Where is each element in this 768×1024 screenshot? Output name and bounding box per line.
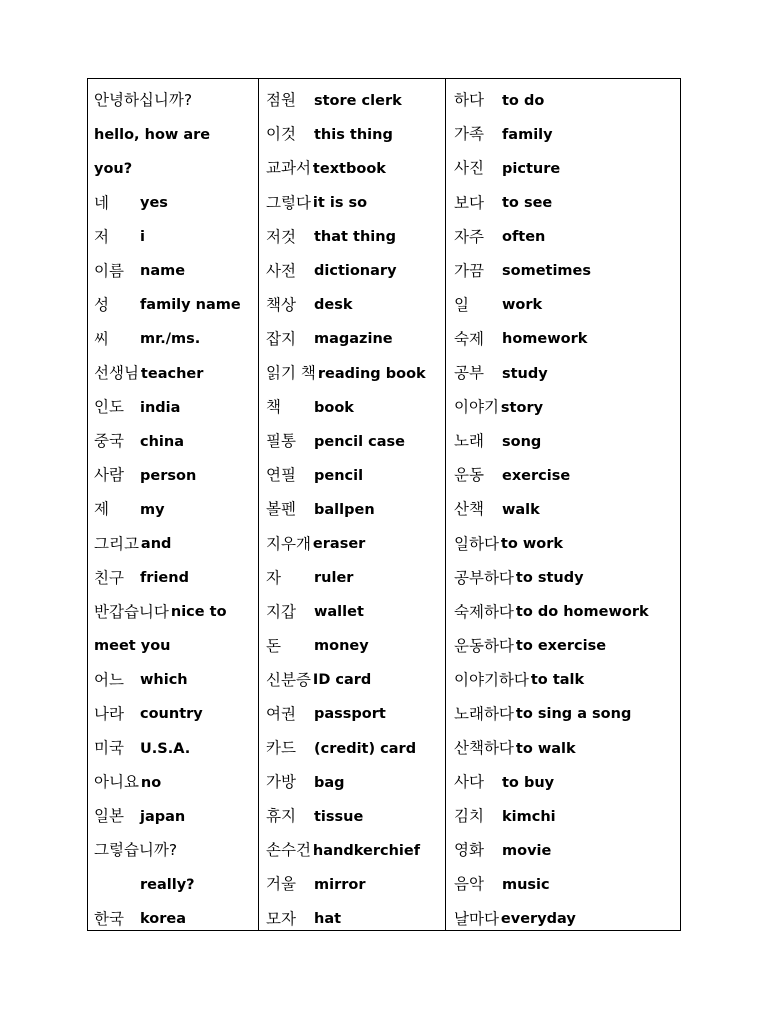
korean-word: 영화 [454, 841, 484, 860]
english-meaning: to work [500, 536, 564, 553]
english-meaning: desk [314, 297, 353, 314]
vocab-row [88, 152, 258, 186]
korean-word: 네 [94, 193, 109, 212]
vocab-row [88, 391, 258, 425]
vocab-row [88, 357, 258, 391]
korean-word: 카드 [266, 739, 296, 758]
english-meaning: tissue [314, 808, 364, 825]
vocab-row [88, 630, 258, 664]
vocab-row [446, 152, 680, 186]
english-meaning: yes [140, 195, 168, 212]
vocab-row [259, 118, 445, 152]
vocab-row [88, 425, 258, 459]
vocab-row [446, 220, 680, 254]
vocab-row [259, 425, 445, 459]
english-meaning: ruler [314, 570, 354, 587]
vocab-row [446, 186, 680, 220]
korean-word: 안녕하십니까? [94, 91, 193, 110]
english-meaning: japan [140, 808, 186, 825]
english-meaning: meet you [94, 638, 171, 655]
vocab-row [88, 118, 258, 152]
english-meaning: walk [502, 501, 540, 518]
english-meaning: i [140, 229, 145, 246]
vocab-row [259, 357, 445, 391]
english-meaning: bag [314, 774, 345, 791]
vocab-row [446, 698, 680, 732]
english-meaning: study [502, 365, 548, 382]
vocab-row [88, 459, 258, 493]
vocab-row [259, 800, 445, 834]
korean-word: 점원 [266, 91, 296, 110]
column-3 [446, 79, 680, 930]
korean-word: 이야기하다 [454, 670, 529, 689]
vocab-row [259, 220, 445, 254]
english-meaning: no [140, 774, 162, 791]
korean-word: 가방 [266, 773, 296, 792]
korean-word: 일하다 [454, 534, 499, 553]
vocab-row [446, 459, 680, 493]
vocab-row [259, 323, 445, 357]
korean-word: 숙제하다 [454, 602, 514, 621]
korean-word: 볼펜 [266, 500, 296, 519]
vocab-row [259, 561, 445, 595]
vocab-row [88, 868, 258, 902]
english-meaning: (credit) card [314, 740, 417, 757]
english-meaning: really? [140, 876, 195, 893]
column-2 [259, 79, 446, 930]
korean-word: 이것 [266, 125, 296, 144]
vocab-row [446, 391, 680, 425]
vocab-row [259, 868, 445, 902]
korean-word: 거울 [266, 875, 296, 894]
vocab-row [259, 289, 445, 323]
korean-word: 김치 [454, 807, 484, 826]
english-meaning: nice to [170, 604, 227, 621]
column-1 [88, 79, 259, 930]
korean-word: 중국 [94, 432, 124, 451]
korean-word: 공부 [454, 364, 484, 383]
korean-word: 이야기 [454, 398, 499, 417]
english-meaning: teacher [140, 365, 204, 382]
korean-word: 하다 [454, 91, 484, 110]
vocab-row [259, 630, 445, 664]
korean-word: 그렇다 [266, 193, 311, 212]
vocab-row [88, 595, 258, 629]
english-meaning: to talk [530, 672, 585, 689]
korean-word: 교과서 [266, 159, 311, 178]
english-meaning: this thing [314, 126, 393, 143]
korean-word: 손수건 [266, 841, 311, 860]
vocab-row [446, 357, 680, 391]
english-meaning: china [140, 433, 184, 450]
vocab-row [88, 732, 258, 766]
english-meaning: exercise [502, 467, 571, 484]
english-meaning: magazine [314, 331, 393, 348]
vocab-row [446, 732, 680, 766]
vocab-row [88, 664, 258, 698]
korean-word: 숙제 [454, 329, 484, 348]
korean-word: 지갑 [266, 602, 296, 621]
vocab-row [259, 391, 445, 425]
korean-word: 씨 [94, 329, 109, 348]
english-meaning: to exercise [515, 638, 607, 655]
korean-word: 날마다 [454, 909, 499, 928]
korean-word: 여권 [266, 704, 296, 723]
vocab-row [88, 698, 258, 732]
english-meaning: often [502, 229, 546, 246]
english-meaning: it is so [312, 195, 368, 212]
vocab-row [446, 766, 680, 800]
english-meaning: and [140, 536, 172, 553]
english-meaning: hat [314, 911, 342, 928]
korean-word: 연필 [266, 466, 296, 485]
english-meaning: kimchi [502, 808, 556, 825]
vocab-row [88, 289, 258, 323]
korean-word: 아니요 [94, 773, 139, 792]
korean-word: 신분증 [266, 670, 311, 689]
vocab-row [446, 664, 680, 698]
english-meaning: to study [515, 570, 584, 587]
english-meaning: friend [140, 570, 189, 587]
korean-word: 그리고 [94, 534, 139, 553]
vocab-row [259, 766, 445, 800]
vocab-row [446, 254, 680, 288]
vocab-row [88, 186, 258, 220]
korean-word: 나라 [94, 704, 124, 723]
english-meaning: that thing [314, 229, 396, 246]
vocab-row [446, 800, 680, 834]
english-meaning: dictionary [314, 263, 397, 280]
english-meaning: to walk [515, 740, 576, 757]
vocab-row [88, 834, 258, 868]
korean-word: 사전 [266, 261, 296, 280]
english-meaning: store clerk [314, 92, 402, 109]
english-meaning: handkerchief [312, 842, 421, 859]
vocab-row [446, 630, 680, 664]
vocab-row [446, 289, 680, 323]
korean-word: 모자 [266, 909, 296, 928]
english-meaning: work [502, 297, 543, 314]
vocab-row [259, 732, 445, 766]
korean-word: 일 [454, 295, 469, 314]
english-meaning: to do [502, 92, 545, 109]
korean-word: 책상 [266, 295, 296, 314]
english-meaning: to sing a song [515, 706, 632, 723]
korean-word: 사다 [454, 773, 484, 792]
vocab-row [88, 766, 258, 800]
vocabulary-table [87, 78, 681, 931]
vocab-row [88, 800, 258, 834]
english-meaning: hello, how are [94, 126, 211, 143]
vocab-row [446, 118, 680, 152]
vocab-row [259, 664, 445, 698]
korean-word: 사람 [94, 466, 124, 485]
korean-word: 그렇습니까? [94, 841, 178, 860]
vocab-row [446, 493, 680, 527]
english-meaning: textbook [312, 160, 386, 177]
vocab-row [88, 254, 258, 288]
vocab-row [446, 84, 680, 118]
korean-word: 산책 [454, 500, 484, 519]
vocab-row [259, 493, 445, 527]
english-meaning: everyday [500, 911, 576, 928]
vocab-row [259, 152, 445, 186]
vocab-row [446, 323, 680, 357]
korean-word: 노래하다 [454, 704, 514, 723]
english-meaning: which [140, 672, 188, 689]
english-meaning: book [314, 399, 354, 416]
english-meaning: to see [502, 195, 553, 212]
english-meaning: homework [502, 331, 588, 348]
vocab-row [259, 459, 445, 493]
korean-word: 휴지 [266, 807, 296, 826]
vocab-row [446, 595, 680, 629]
korean-word: 반갑습니다 [94, 602, 169, 621]
vocab-row [446, 834, 680, 868]
vocab-row [259, 834, 445, 868]
vocab-row [259, 902, 445, 936]
korean-word: 운동 [454, 466, 484, 485]
english-meaning: movie [502, 842, 552, 859]
vocab-row [259, 595, 445, 629]
english-meaning: picture [502, 160, 561, 177]
vocab-row [259, 186, 445, 220]
korean-word: 저것 [266, 227, 296, 246]
english-meaning: my [140, 501, 165, 518]
korean-word: 한국 [94, 909, 124, 928]
vocab-row [259, 254, 445, 288]
vocab-row [446, 868, 680, 902]
korean-word: 이름 [94, 261, 124, 280]
english-meaning: person [140, 467, 197, 484]
korean-word: 인도 [94, 398, 124, 417]
korean-word: 제 [94, 500, 109, 519]
korean-word: 친구 [94, 568, 124, 587]
english-meaning: song [502, 433, 542, 450]
english-meaning: U.S.A. [140, 740, 191, 757]
korean-word: 선생님 [94, 364, 139, 383]
korean-word: 미국 [94, 739, 124, 758]
vocab-row [259, 698, 445, 732]
korean-word: 일본 [94, 807, 124, 826]
korean-word: 사진 [454, 159, 484, 178]
korean-word: 성 [94, 295, 109, 314]
english-meaning: family name [140, 297, 241, 314]
korean-word: 어느 [94, 670, 124, 689]
korean-word: 공부하다 [454, 568, 514, 587]
vocab-row [446, 902, 680, 936]
english-meaning: passport [314, 706, 386, 723]
vocab-row [88, 220, 258, 254]
vocab-row [88, 527, 258, 561]
english-meaning: ballpen [314, 501, 375, 518]
english-meaning: eraser [312, 536, 366, 553]
english-meaning: mr./ms. [140, 331, 201, 348]
korean-word: 돈 [266, 636, 281, 655]
vocab-row [88, 902, 258, 936]
korean-word: 가끔 [454, 261, 484, 280]
korean-word: 지우개 [266, 534, 311, 553]
english-meaning: ID card [312, 672, 372, 689]
english-meaning: name [140, 263, 186, 280]
korean-word: 책 [266, 398, 281, 417]
vocab-row [259, 84, 445, 118]
english-meaning: to buy [502, 774, 555, 791]
vocab-row [88, 84, 258, 118]
korean-word: 자주 [454, 227, 484, 246]
english-meaning: music [502, 876, 550, 893]
english-meaning: korea [140, 911, 186, 928]
korean-word: 산책하다 [454, 739, 514, 758]
english-meaning: reading book [317, 365, 426, 382]
english-meaning: wallet [314, 604, 364, 621]
english-meaning: family [502, 126, 553, 143]
vocab-row [88, 561, 258, 595]
korean-word: 읽기 책 [266, 364, 316, 383]
english-meaning: pencil case [314, 433, 405, 450]
vocab-row [88, 493, 258, 527]
korean-word: 잡지 [266, 329, 296, 348]
korean-word: 저 [94, 227, 109, 246]
korean-word: 음악 [454, 875, 484, 894]
english-meaning: story [500, 399, 544, 416]
vocab-row [446, 527, 680, 561]
english-meaning: country [140, 706, 203, 723]
vocab-row [259, 527, 445, 561]
korean-word: 운동하다 [454, 636, 514, 655]
english-meaning: sometimes [502, 263, 592, 280]
korean-word: 보다 [454, 193, 484, 212]
english-meaning: you? [94, 160, 133, 177]
english-meaning: money [314, 638, 369, 655]
english-meaning: mirror [314, 876, 366, 893]
english-meaning: india [140, 399, 181, 416]
english-meaning: to do homework [515, 604, 649, 621]
korean-word: 자 [266, 568, 281, 587]
korean-word: 필통 [266, 432, 296, 451]
vocab-row [446, 561, 680, 595]
vocab-row [446, 425, 680, 459]
korean-word: 노래 [454, 432, 484, 451]
vocab-row [88, 323, 258, 357]
korean-word: 가족 [454, 125, 484, 144]
english-meaning: pencil [314, 467, 364, 484]
